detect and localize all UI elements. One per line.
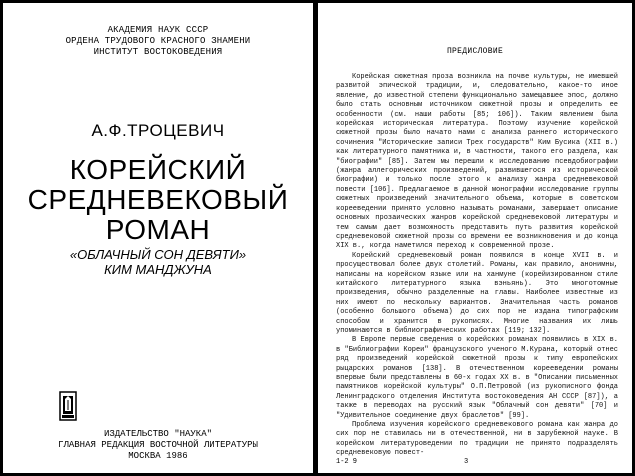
paragraph: В Европе первые сведения о корейских романах появились в XIX в. в "Библиографии Кореи" французского ученого М.Курана, который отнес ряд произведений корейской сюжетной прозы к типу европейских рыцарских романов [138]. В отечественном корееведении романы впервые были представлены в 60-х годах XX в. в "Описании письменных памятников корейской культуры" О.П.Петровой (из рукописного фонда Ленинградского отделения Института востоковедения АН СССР [87]), а также в переводах на русский язык "Облачный сон девяти" [70] и "Удивительное соединение двух браслетов" [99]. bbox=[336, 336, 618, 420]
section-heading: ПРЕДИСЛОВИЕ bbox=[446, 47, 504, 56]
book-subtitle bbox=[3, 247, 313, 277]
publisher-line: АКАДЕМИЯ НАУК СССР bbox=[107, 25, 209, 35]
author-name: А.Ф.ТРОЦЕВИЧ bbox=[91, 121, 225, 140]
preface-page bbox=[318, 3, 632, 473]
book-title bbox=[3, 155, 313, 245]
title-line: СРЕДНЕВЕКОВЫЙ bbox=[27, 184, 289, 215]
publisher-line: ОРДЕНА ТРУДОВОГО КРАСНОГО ЗНАМЕНИ bbox=[65, 36, 251, 46]
imprint-line: ГЛАВНАЯ РЕДАКЦИЯ ВОСТОЧНОЙ ЛИТЕРАТУРЫ bbox=[58, 440, 258, 450]
preface-body bbox=[336, 73, 618, 459]
publisher-block bbox=[3, 25, 313, 58]
imprint-line: ИЗДАТЕЛЬСТВО "НАУКА" bbox=[103, 429, 213, 439]
signature-mark: 1-2 9 bbox=[336, 458, 358, 466]
paragraph: Проблема изучения корейского средневекового романа как жанра до сих пор не ставилась ни в отечественной, ни в зарубежной науке. В корейском литературоведении по традиции не принято подразделять средневековую повест- bbox=[336, 421, 618, 458]
imprint-block bbox=[3, 429, 313, 462]
title-line: КОРЕЙСКИЙ bbox=[69, 154, 247, 185]
title-page bbox=[3, 3, 313, 473]
paragraph: Корейская сюжетная проза возникла на почве культуры, не имевшей развитой эпической традиции, и, следовательно, какое-то иное явление, до известной степени функционально замещавшее эпос, должно было стать основным источником сюжетной прозы и определить ее особенности (см. наши работы [85; 106]). Таким явлением была корейская историческая литература. Поэтому изучение корейской сюжетной прозы было начато нами с анализа раннего исторического сочинения "Исторические записи Трех государств" Ким Бусика (XII в.) как литературного памятника и, в частности, такого его раздела, как "биографии" [85]. Затем мы перешли к исследованию псевдобиографии (жанра аллегорических произведений, развившегося из исторической биографии) и только после этого к анализу жанра средневековой повести [106]. Предлагаемое в данной монографии исследование группы сюжетных произведений значительного объема, которые в советском корееведении принято условно называть романами, завершает описание основных прозаических жанров корейской средневековой литературы и тем самым дает возможность представить путь развития корейской средневековой сюжетной прозы со времени ее возникновения и до конца XIX в., когда наметился переход к современной прозе. bbox=[336, 73, 618, 251]
publisher-line: ИНСТИТУТ ВОСТОКОВЕДЕНИЯ bbox=[93, 47, 223, 57]
imprint-line: МОСКВА 1986 bbox=[128, 451, 188, 461]
nauka-publisher-logo-icon bbox=[59, 391, 77, 421]
subtitle-line: «ОБЛАЧНЫЙ СОН ДЕВЯТИ» bbox=[69, 247, 247, 262]
subtitle-line: КИМ МАНДЖУНА bbox=[104, 262, 212, 277]
page-number: 3 bbox=[464, 458, 469, 466]
paragraph: Корейский средневековый роман появился в конце XVII в. и просуществовал более двух столетий. Романы, как правило, анонимны, написаны на корейском языке или на ханмуне (корейизированном стиле китайского литературного языка вэньянь). Это многотомные произведения, обычно разделенные на главы. Наиболее известные из них имеют по нескольку вариантов. Значительная часть романов (особенно большого объема) до сих пор не издана типографским способом и хранится в рукописях. Многие названия их лишь упоминаются в библиографических работах [119; 132]. bbox=[336, 251, 618, 335]
title-line: РОМАН bbox=[105, 214, 211, 245]
